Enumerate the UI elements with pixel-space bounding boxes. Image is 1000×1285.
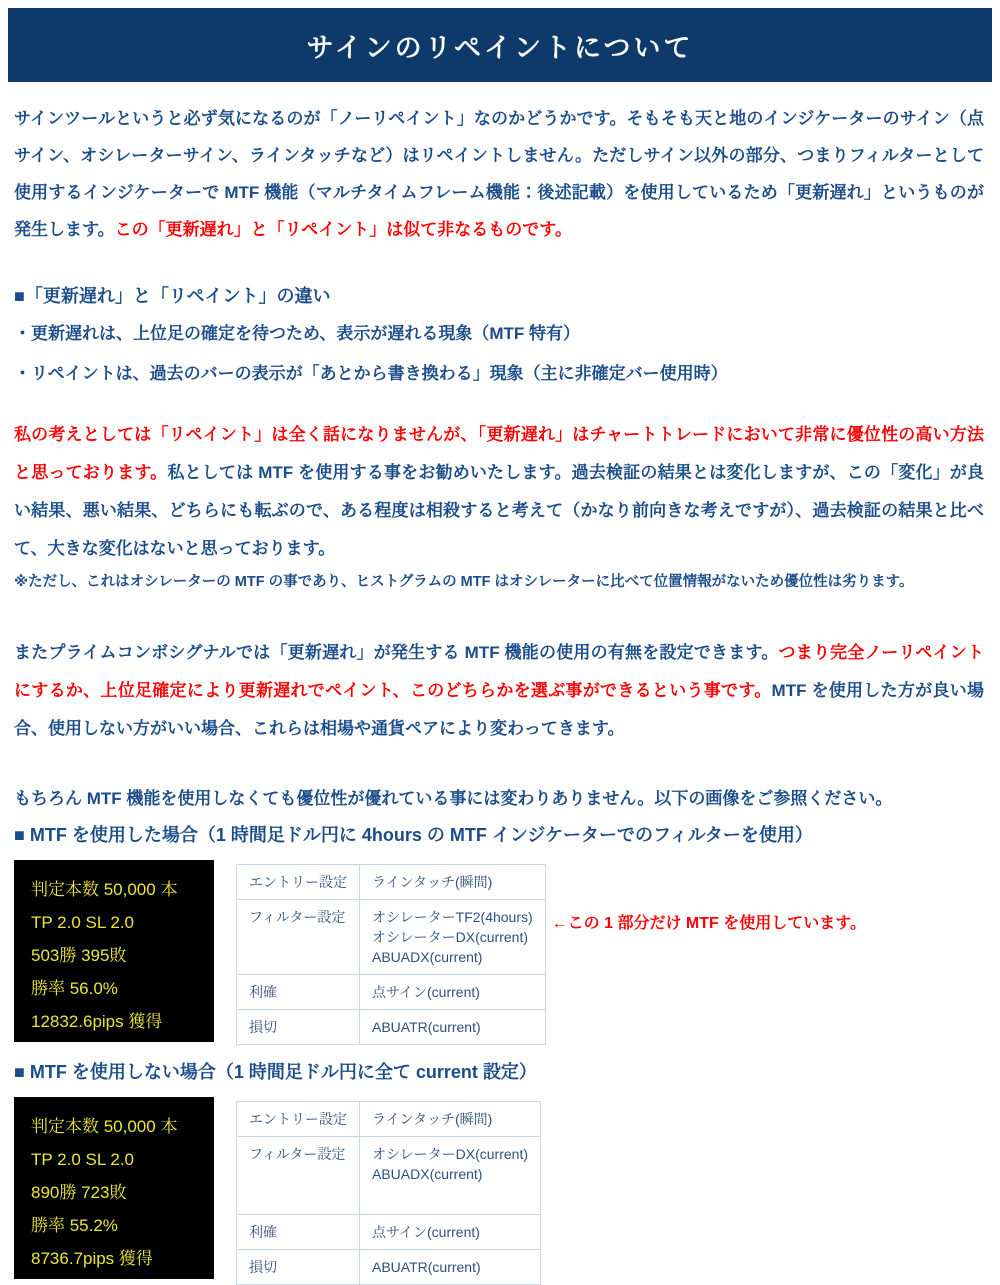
difference-heading: ■「更新遅れ」と「リペイント」の違い (14, 286, 331, 306)
stats-line-count: 判定本数 50,000 本 (31, 880, 178, 899)
mtf-annotation: ←この 1 部分だけ MTF を使用しています。 (551, 915, 866, 932)
document-content (0, 100, 1000, 1285)
row-value: ラインタッチ(瞬間) (360, 1102, 541, 1137)
stats-line-pips: 8736.7pips 獲得 (31, 1249, 153, 1268)
backtest-stats-box-mtf (14, 860, 214, 1042)
settings-table-mtf (236, 864, 546, 1045)
title-bar (8, 8, 992, 82)
case-without-mtf-heading: ■ MTF を使用しない場合（1 時間足ドル円に全て current 設定） (14, 1062, 537, 1082)
row-label: フィルター設定 (237, 900, 360, 975)
stats-line-rate: 勝率 56.0% (31, 979, 118, 998)
row-label: エントリー設定 (237, 1102, 360, 1137)
table-row-entry (237, 865, 546, 900)
table-row-filter (237, 1137, 541, 1215)
page-title: サインのリペイントについて (306, 32, 694, 63)
table-row-entry (237, 1102, 541, 1137)
opinion-paragraph (14, 416, 984, 568)
closing-paragraph: もちろん MTF 機能を使用しなくても優位性が優れている事には変わりありません。以下の画像をご参照ください。 (14, 789, 893, 808)
prime-text-2: MTF を使用した方が良い場合、使用しない方がいい場合、これらは相場や通貨ペアにより変わってきます。 (14, 681, 985, 738)
intro-text: サインツールというと必ず気になるのが「ノーリペイント」なのかどうかです。そもそも天と地のインジケーターのサイン（点サイン、オシレーターサイン、ラインタッチなど）はリペイントしません。ただしサイン以外の部分、つまりフィルターとして使用するインジケーターで MTF 機能（マルチタイムフレーム機能：後述記載）を使用しているため「更新遅れ」というものが発生します。 (14, 109, 984, 239)
stats-line-pips: 12832.6pips 獲得 (31, 1012, 163, 1031)
filter-value-dx: オシレーターDX(current) (372, 1146, 528, 1162)
difference-bullets (14, 314, 984, 394)
row-label: 利確 (237, 975, 360, 1010)
filter-value-abuadx: ABUADX(current) (372, 949, 483, 965)
row-label: エントリー設定 (237, 865, 360, 900)
intro-highlight: この「更新遅れ」と「リペイント」は似て非なるものです。 (114, 220, 572, 239)
table-row-takeprofit (237, 975, 546, 1010)
bullet-update-delay: ・更新遅れは、上位足の確定を待つため、表示が遅れる現象（MTF 特有） (14, 324, 580, 343)
row-value: ABUATR(current) (360, 1250, 541, 1285)
stats-line-record: 890勝 723敗 (31, 1183, 127, 1202)
row-value: ラインタッチ(瞬間) (360, 865, 546, 900)
stats-line-count: 判定本数 50,000 本 (31, 1117, 178, 1136)
bullet-repaint: ・リペイントは、過去のバーの表示が「あとから書き換わる」現象（主に非確定バー使用時） (14, 364, 728, 383)
row-value (360, 1137, 541, 1215)
opinion-note: ※ただし、これはオシレーターの MTF の事であり、ヒストグラムの MTF はオシレーターに比べて位置情報がないため優位性は劣ります。 (14, 574, 914, 590)
stats-line-rate: 勝率 55.2% (31, 1216, 118, 1235)
row-label: 利確 (237, 1215, 360, 1250)
table-row-stoploss (237, 1010, 546, 1045)
row-value: 点サイン(current) (360, 975, 546, 1010)
case-without-mtf-block (14, 1097, 984, 1285)
row-value (360, 900, 546, 975)
row-label: 損切 (237, 1250, 360, 1285)
prime-text-1: またプライムコンボシグナルでは「更新遅れ」が発生する MTF 機能の使用の有無を設定できます。 (14, 643, 779, 662)
row-value: 点サイン(current) (360, 1215, 541, 1250)
filter-value-abuadx: ABUADX(current) (372, 1166, 483, 1182)
opinion-highlight: 私の考えとしては「リペイント」は全く話になりませんが、「更新遅れ」はチャートトレードにおいて非常に優位性の高い方法と思っております。 (14, 425, 984, 482)
stats-line-tpsl: TP 2.0 SL 2.0 (31, 913, 135, 932)
stats-line-tpsl: TP 2.0 SL 2.0 (31, 1150, 135, 1169)
intro-paragraph (14, 100, 984, 248)
table-row-filter (237, 900, 546, 975)
settings-table-no-mtf (236, 1101, 541, 1285)
opinion-text: 私としては MTF を使用する事をお勧めいたします。過去検証の結果とは変化しますが、この「変化」が良い結果、悪い結果、どちらにも転ぶので、ある程度は相殺すると考えて（かなり前向きな考えですが）、過去検証の結果と比べて、大きな変化はないと思っております。 (14, 463, 985, 558)
prime-highlight: つまり完全ノーリペイントにするか、上位足確定により更新遅れでペイント、このどちらかを選ぶ事ができるという事です。 (14, 643, 984, 700)
table-row-takeprofit (237, 1215, 541, 1250)
filter-value-tf2: オシレーターTF2(4hours) (372, 909, 533, 925)
backtest-stats-box-no-mtf (14, 1097, 214, 1279)
prime-paragraph (14, 634, 984, 748)
stats-line-record: 503勝 395敗 (31, 946, 127, 965)
case-with-mtf-block (14, 860, 984, 1045)
case-with-mtf-heading: ■ MTF を使用した場合（1 時間足ドル円に 4hours の MTF インジケーターでのフィルターを使用） (14, 825, 813, 845)
row-label: 損切 (237, 1010, 360, 1045)
filter-value-dx: オシレーターDX(current) (372, 929, 528, 945)
row-label: フィルター設定 (237, 1137, 360, 1215)
row-value: ABUATR(current) (360, 1010, 546, 1045)
table-row-stoploss (237, 1250, 541, 1285)
